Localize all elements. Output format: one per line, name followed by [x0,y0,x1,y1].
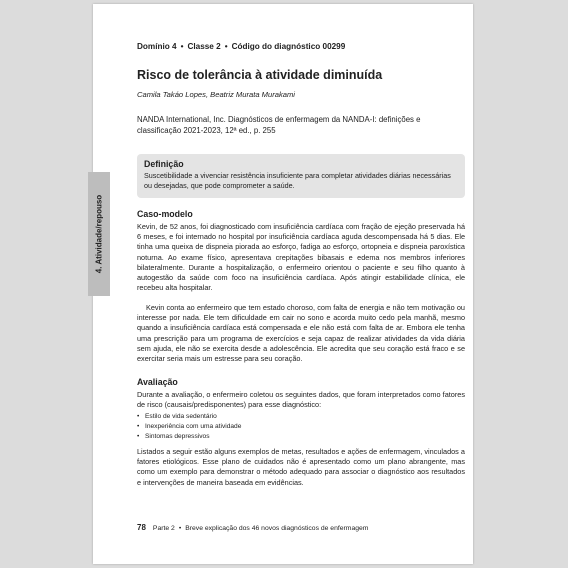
page-number: 78 [137,523,146,532]
definition-heading: Definição [144,159,184,169]
page-title: Risco de tolerância à atividade diminuída [137,68,383,82]
header-domain: Domínio 4 [137,42,177,51]
risk-factor-list [137,412,465,442]
footer-text: Breve explicação dos 46 novos diagnósticos de enfermagem [185,525,369,532]
care-plan-paragraph: Listados a seguir estão alguns exemplos de metas, resultados e ações de enfermagem, vinculados a fatores etiológicos. Esse plano de cuidados não é apresentado como um plano abrangente, mas como um exemplo para demonstrar o método adequado para associar o diagnóstico aos resultados e intervenções de maneira baseada em evidências. [137,447,465,487]
case-paragraph-1: Kevin, de 52 anos, foi diagnosticado com insuficiência cardíaca com fração de ejeção preservada há 6 meses, e foi internado no hospital por insuficiência cardíaca aguda descompensada há 5 dias. Ele tinha uma queixa de dispneia piorada ao esforço, fadiga ao esforço, ortopneia e dispneia paroxística noturna. Ao exame físico, apresentava crepitações bibasais e edema nos membros inferiores bilateralmente. Durante a hospitalização, o enfermeiro orientou o paciente e seu filho quanto à autogestão da saúde com foco na insuficiência cardíaca. Após atingir estabilidade clínica, ele recebeu alta hospitalar. [137,222,465,293]
reference: NANDA International, Inc. Diagnósticos de enfermagem da NANDA-I: definições e classificação 2021-2023, 12ª ed., p. 255 [137,115,421,135]
chapter-side-tab-label: 4. Atividade/repouso [94,194,104,274]
header-separator: • [180,42,184,51]
footer-separator: • [178,525,182,532]
definition-text: Suscetibilidade a vivenciar resistência insuficiente para completar atividades diárias necessárias ou desejadas, que pode comprometer a saúde. [144,171,451,190]
list-item [137,432,465,442]
evaluation-intro: Durante a avaliação, o enfermeiro coletou os seguintes dados, que foram interpretados como fatores de risco (causais/predisponentes) para esse diagnóstico: [137,390,465,410]
bullet-icon: • [137,413,140,420]
header-class: Classe 2 [187,42,221,51]
evaluation-heading: Avaliação [137,377,178,387]
bullet-icon: • [137,433,140,440]
header-separator: • [224,42,228,51]
list-item [137,422,465,432]
list-item-text: Estilo de vida sedentário [145,413,217,420]
list-item [137,412,465,422]
case-heading: Caso-modelo [137,209,193,219]
footer-part: Parte 2 [152,525,175,532]
chapter-side-tab [88,172,110,296]
page-footer [137,523,368,532]
authors: Camila Takáo Lopes, Beatriz Murata Murakami [137,90,295,99]
case-paragraph-2: Kevin conta ao enfermeiro que tem estado choroso, com falta de energia e não tem motivação ou interesse por nada. Ele tem dificuldade em cair no sono e acorda muito cedo pela manhã, mesmo quando a insuficiência cardíaca está compensada e ele não está com falta de ar. Embora ele tenha uma prescrição para um programa de exercícios e seja capaz de realizar atividades da vida diária sem ajuda, ele não se exercita desde a adolescência. Ele acredita que seu coração está fraco e se exercitar seria mais um estresse para seu coração. [137,303,465,364]
list-item-text: Sintomas depressivos [145,433,210,440]
definition-box [137,154,465,198]
list-item-text: Inexperiência com uma atividade [145,423,242,430]
page-header [137,42,345,51]
bullet-icon: • [137,423,140,430]
header-code: Código do diagnóstico 00299 [231,42,346,51]
